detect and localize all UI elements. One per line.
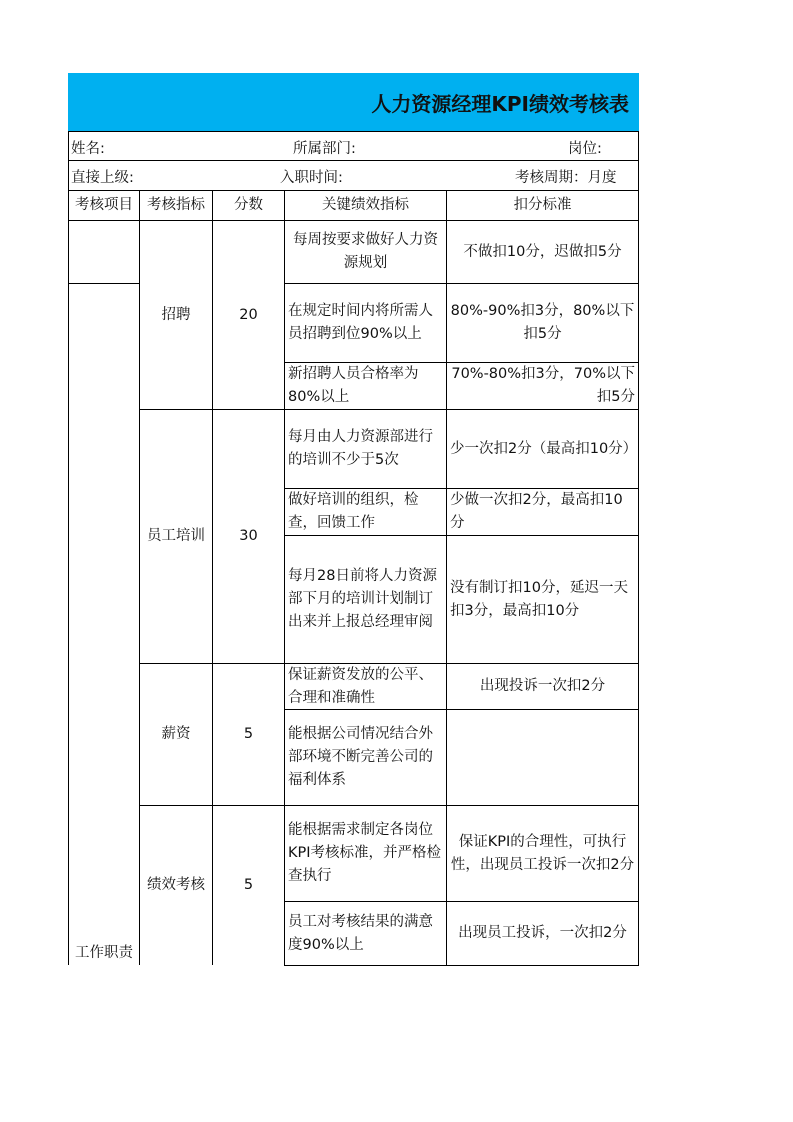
indicator-cell: 绩效考核 xyxy=(139,805,213,965)
criteria-cell: 没有制订扣10分，延迟一天扣3分，最高扣10分 xyxy=(446,535,639,664)
header-indicator: 考核指标 xyxy=(139,190,213,221)
score-cell: 5 xyxy=(212,663,285,806)
criteria-cell: 少做一次扣2分，最高扣10分 xyxy=(446,488,639,536)
criteria-cell: 少一次扣2分（最高扣10分） xyxy=(446,409,639,489)
supervisor-label: 直接上级: xyxy=(71,170,134,186)
empty-cell xyxy=(68,220,140,284)
criteria-cell: 70%-80%扣3分，70%以下扣5分 xyxy=(446,362,639,410)
criteria-cell: 出现员工投诉，一次扣2分 xyxy=(446,901,639,966)
kpi-cell: 每月28日前将人力资源部下月的培训计划制订出来并上报总经理审阅 xyxy=(284,535,447,664)
kpi-cell: 每周按要求做好人力资源规划 xyxy=(284,220,447,284)
period-label: 考核周期：月度 xyxy=(515,170,617,186)
header-project: 考核项目 xyxy=(68,190,140,221)
kpi-cell: 做好培训的组织，检查，回馈工作 xyxy=(284,488,447,536)
sheet-title: 人力资源经理KPI绩效考核表 xyxy=(68,73,639,131)
indicator-cell: 招聘 xyxy=(139,220,213,410)
score-cell: 30 xyxy=(212,409,285,664)
header-score: 分数 xyxy=(212,190,285,221)
criteria-cell: 保证KPI的合理性，可执行性，出现员工投诉一次扣2分 xyxy=(446,805,639,902)
kpi-cell: 员工对考核结果的满意度90%以上 xyxy=(284,901,447,966)
indicator-cell: 员工培训 xyxy=(139,409,213,664)
project-cell: 工作职责 xyxy=(68,283,140,965)
kpi-cell: 在规定时间内将所需人员招聘到位90%以上 xyxy=(284,283,447,363)
header-kpi: 关键绩效指标 xyxy=(284,190,447,221)
name-label: 姓名: xyxy=(71,141,105,157)
criteria-cell xyxy=(446,709,639,806)
indicator-cell: 薪资 xyxy=(139,663,213,806)
score-cell: 5 xyxy=(212,805,285,965)
kpi-cell: 能根据公司情况结合外部环境不断完善公司的福利体系 xyxy=(284,709,447,806)
kpi-cell: 每月由人力资源部进行的培训不少于5次 xyxy=(284,409,447,489)
header-criteria: 扣分标准 xyxy=(446,190,639,221)
criteria-cell: 出现投诉一次扣2分 xyxy=(446,663,639,710)
kpi-cell: 新招聘人员合格率为80%以上 xyxy=(284,362,447,410)
criteria-cell: 80%-90%扣3分，80%以下扣5分 xyxy=(446,283,639,363)
hire-date-label: 入职时间: xyxy=(280,170,343,186)
position-label: 岗位: xyxy=(568,141,602,157)
dept-label: 所属部门: xyxy=(293,141,356,157)
criteria-cell: 不做扣10分，迟做扣5分 xyxy=(446,220,639,284)
kpi-cell: 保证薪资发放的公平、合理和准确性 xyxy=(284,663,447,710)
kpi-cell: 能根据需求制定各岗位KPI考核标准，并严格检查执行 xyxy=(284,805,447,902)
score-cell: 20 xyxy=(212,220,285,410)
